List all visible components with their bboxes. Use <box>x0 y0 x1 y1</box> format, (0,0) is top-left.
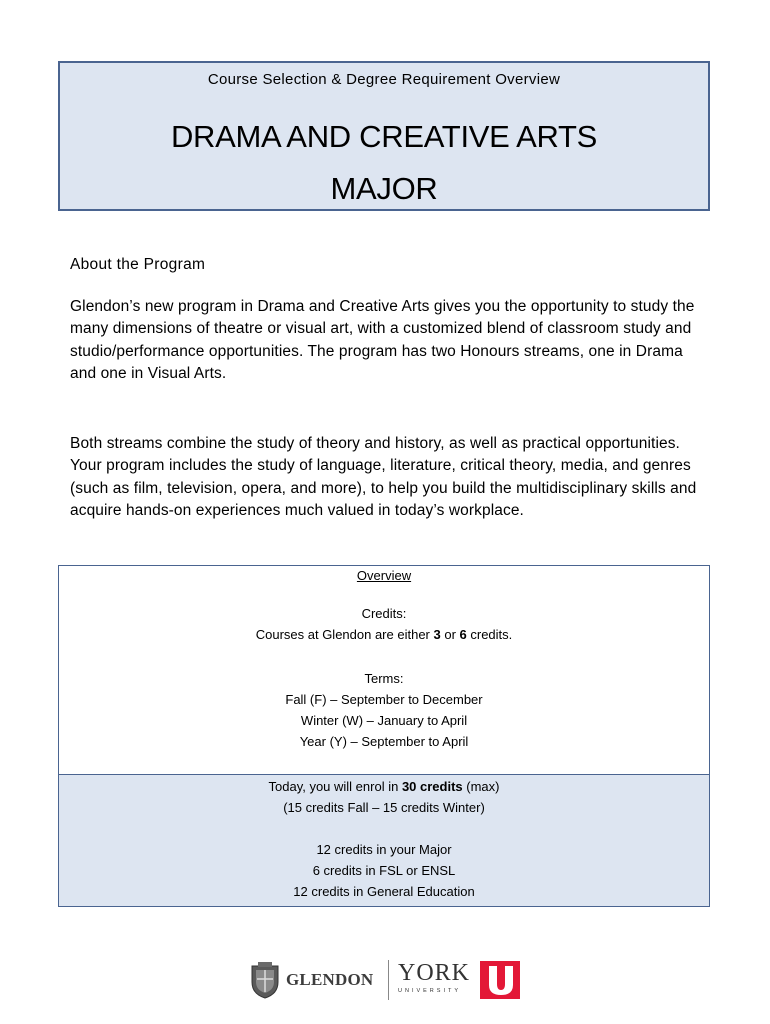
requirement-general: 12 credits in General Education <box>293 884 475 899</box>
terms-label: Terms: <box>364 671 404 686</box>
overview-box <box>58 565 710 907</box>
overview-info-section <box>59 566 709 774</box>
title-line-2: MAJOR <box>330 171 438 206</box>
york-logo-subtext: UNIVERSITY <box>398 988 462 994</box>
about-paragraph-1: Glendon’s new program in Drama and Creative Arts gives you the opportunity to study the many dimensions of theatre or visual art, with a customized blend of classroom study and studio/performance opportunities. The program has two Honours streams, one in Drama and one in Visual Arts. <box>70 298 695 383</box>
enrol-credits: 30 credits <box>401 779 463 794</box>
glendon-logo-text: GLENDON <box>286 970 374 989</box>
credits-text-pre: Courses at Glendon are either <box>255 627 434 642</box>
footer-logos <box>248 958 524 1002</box>
document-title <box>60 111 708 215</box>
credits-text-post: credits. <box>466 627 513 642</box>
enrol-split: (15 credits Fall – 15 credits Winter) <box>283 800 485 815</box>
document-subtitle: Course Selection & Degree Requirement Overview <box>207 71 561 88</box>
enrolment-section <box>59 774 709 906</box>
york-logo-text: YORK <box>398 960 471 986</box>
credits-text <box>59 627 709 642</box>
logo-divider <box>388 960 389 1000</box>
term-year: Year (Y) – September to April <box>299 734 469 749</box>
glendon-crest-icon <box>248 960 282 1000</box>
requirement-fsl: 6 credits in FSL or ENSL <box>312 863 456 878</box>
term-fall: Fall (F) – September to December <box>285 692 483 707</box>
enrol-text-post: (max) <box>462 779 500 794</box>
credits-value-3: 3 <box>433 627 441 642</box>
title-line-1: DRAMA AND CREATIVE ARTS <box>170 119 598 154</box>
credits-text-mid: or <box>440 627 460 642</box>
header-box <box>58 61 710 211</box>
requirement-major: 12 credits in your Major <box>316 842 452 857</box>
term-winter: Winter (W) – January to April <box>300 713 468 728</box>
about-heading: About the Program <box>70 256 206 273</box>
enrol-text-pre: Today, you will enrol in <box>268 779 402 794</box>
about-paragraph-2: Both streams combine the study of theory and history, as well as practical opportunities. Your program includes the study of language, literature, critical theory, media, and genres (such as film, television, opera, and more), to help you build the multidisciplinary skills and acquire hands-on experiences much valued in today’s workplace. <box>70 435 697 520</box>
enrol-text <box>59 779 709 794</box>
credits-value-6: 6 <box>459 627 467 642</box>
york-u-logo-icon <box>480 961 520 999</box>
credits-label: Credits: <box>361 606 407 621</box>
overview-title: Overview <box>356 568 412 583</box>
